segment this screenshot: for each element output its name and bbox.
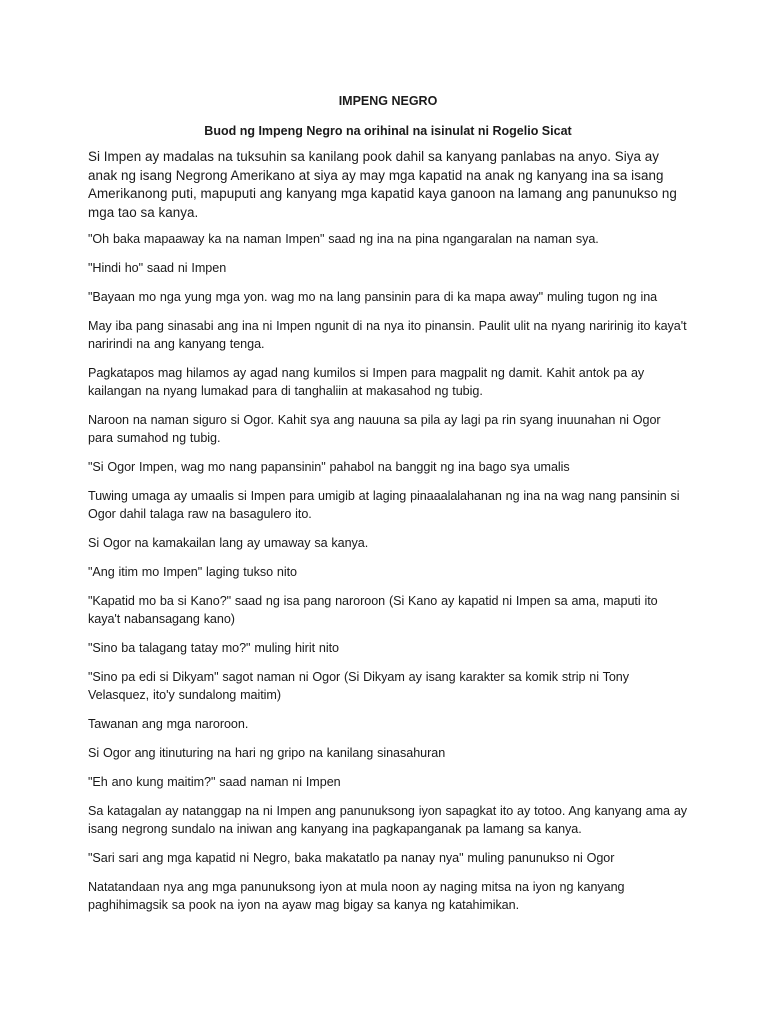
paragraph: Natatandaan nya ang mga panunuksong iyon at mula noon ay naging mitsa na iyon ng kanyang paghihimagsik sa pook na iyon na ayaw mag bigay sa kanya ng katahimikan. <box>88 880 625 912</box>
paragraph: "Eh ano kung maitim?" saad naman ni Impen <box>88 775 341 789</box>
document-title: IMPENG NEGRO <box>338 94 438 108</box>
document-page <box>88 92 688 925</box>
paragraph: "Ang itim mo Impen" laging tukso nito <box>88 565 297 579</box>
paragraph: Naroon na naman siguro si Ogor. Kahit sya ang nauuna sa pila ay lagi pa rin syang inuunahan ni Ogor para sumahod ng tubig. <box>88 413 661 445</box>
intro-paragraph: Si Impen ay madalas na tuksuhin sa kanilang pook dahil sa kanyang panlabas na anyo. Siya ay anak ng isang Negrong Amerikano at siya ay may mga kapatid na anak ng kanyang ina sa isang Amerikanong puti, mapuputi ang kanyang mga kapatid kaya ganoon na lamang ang panunukso ng mga tao sa kanya. <box>88 149 677 220</box>
paragraph: "Sino ba talagang tatay mo?" muling hirit nito <box>88 641 339 655</box>
document-subtitle: Buod ng Impeng Negro na orihinal na isinulat ni Rogelio Sicat <box>204 124 572 138</box>
paragraph: "Oh baka mapaaway ka na naman Impen" saad ng ina na pina ngangaralan na naman sya. <box>88 232 599 246</box>
paragraph: Si Ogor na kamakailan lang ay umaway sa kanya. <box>88 536 369 550</box>
paragraph: "Si Ogor Impen, wag mo nang papansinin" pahabol na banggit ng ina bago sya umalis <box>88 460 570 474</box>
paragraph: May iba pang sinasabi ang ina ni Impen ngunit di na nya ito pinansin. Paulit ulit na nyang naririnig ito kaya't naririndi na ang kanyang tenga. <box>88 319 687 351</box>
paragraph: Si Ogor ang itinuturing na hari ng gripo na kanilang sinasahuran <box>88 746 446 760</box>
paragraph: Tuwing umaga ay umaalis si Impen para umigib at laging pinaaalalahanan ng ina na wag nang pansinin si Ogor dahil talaga raw na basagulero ito. <box>88 489 680 521</box>
paragraph: "Bayaan mo nga yung mga yon. wag mo na lang pansinin para di ka mapa away" muling tugon ng ina <box>88 290 658 304</box>
paragraph: "Hindi ho" saad ni Impen <box>88 261 227 275</box>
paragraph: Tawanan ang mga naroroon. <box>88 717 249 731</box>
paragraph: "Kapatid mo ba si Kano?" saad ng isa pang naroroon (Si Kano ay kapatid ni Impen sa ama, maputi ito kaya't nabansagang kano) <box>88 594 658 626</box>
paragraph: "Sino pa edi si Dikyam" sagot naman ni Ogor (Si Dikyam ay isang karakter sa komik strip ni Tony Velasquez, ito'y sundalong maitim) <box>88 670 630 702</box>
paragraph: Sa katagalan ay natanggap na ni Impen ang panunuksong iyon sapagkat ito ay totoo. Ang kanyang ama ay isang negrong sundalo na iniwan ang kanyang ina pagkapanganak pa lamang sa kanya. <box>88 804 688 836</box>
paragraph: "Sari sari ang mga kapatid ni Negro, baka makatatlo pa nanay nya" muling panunukso ni Ogor <box>88 851 615 865</box>
paragraph: Pagkatapos mag hilamos ay agad nang kumilos si Impen para magpalit ng damit. Kahit antok pa ay kailangan na nyang lumakad para di tanghaliin at makasahod ng tubig. <box>88 366 645 398</box>
